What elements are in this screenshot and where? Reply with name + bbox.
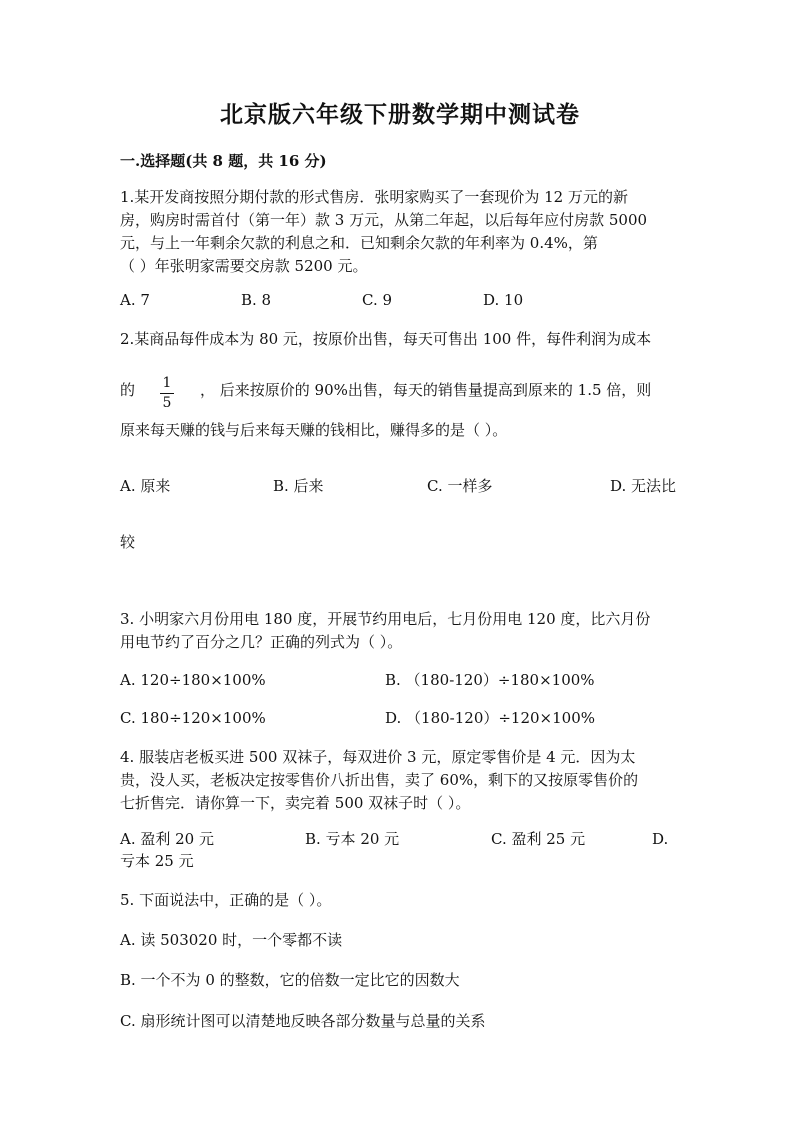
question-4-option-b: B. 亏本 20 元 [305, 830, 400, 848]
question-4-option-a: A. 盈利 20 元 [120, 830, 214, 848]
question-4-line-2: 贵，没人买，老板决定按零售价八折出售，卖了 60%，剩下的又按原零售价的 [120, 771, 639, 789]
question-1-line-2: 房，购房时需首付（第一年）款 3 万元，从第二年起，以后每年应付房款 5000 [120, 211, 648, 229]
fraction-one-fifth [160, 374, 174, 412]
page-title: 北京版六年级下册数学期中测试卷 [220, 101, 580, 128]
question-5-option-c: C. 扇形统计图可以清楚地反映各部分数量与总量的关系 [120, 1012, 486, 1030]
question-5-option-a: A. 读 503020 时，一个零都不读 [120, 931, 343, 949]
fraction-denominator: 5 [162, 395, 172, 411]
question-3-option-d: D. （180-120）÷120×100% [385, 709, 596, 727]
question-4-line-3: 七折售完．请你算一下，卖完着 500 双袜子时（ ）。 [120, 794, 471, 812]
question-4-option-d-overflow: 亏本 25 元 [120, 852, 194, 870]
fraction-numerator: 1 [160, 374, 174, 394]
question-1-option-a: A. 7 [120, 291, 150, 309]
question-3-option-c: C. 180÷120×100% [120, 709, 266, 727]
question-2-option-d-overflow: 较 [120, 533, 136, 551]
question-2-option-c: C. 一样多 [427, 477, 493, 495]
question-2-option-a: A. 原来 [120, 477, 171, 495]
question-5-line-1: 5. 下面说法中，正确的是（ ）。 [120, 891, 332, 909]
question-1-line-4: （ ）年张明家需要交房款 5200 元。 [120, 257, 368, 275]
question-4-line-1: 4. 服装店老板买进 500 双袜子，每双进价 3 元，原定零售价是 4 元．因为太 [120, 748, 636, 766]
question-1-option-b: B. 8 [241, 291, 272, 309]
question-3-line-2: 用电节约了百分之几？正确的列式为（ ）。 [120, 633, 403, 651]
question-1-option-c: C. 9 [362, 291, 393, 309]
question-1-line-3: 元，与上一年剩余欠款的利息之和．已知剩余欠款的年利率为 0.4%，第 [120, 234, 598, 252]
question-2-line-2-post: ， 后来按原价的 90%出售，每天的销售量提高到原来的 1.5 倍，则 [200, 381, 652, 399]
question-3-line-1: 3. 小明家六月份用电 180 度，开展节约用电后，七月份用电 120 度，比六月份 [120, 610, 651, 628]
question-2-option-b: B. 后来 [273, 477, 324, 495]
question-4-option-d: D. [652, 830, 669, 848]
question-5-option-b: B. 一个不为 0 的整数，它的倍数一定比它的因数大 [120, 971, 460, 989]
question-1-line-1: 1.某开发商按照分期付款的形式售房．张明家购买了一套现价为 12 万元的新 [120, 188, 628, 206]
question-3-option-b: B. （180-120）÷180×100% [385, 671, 595, 689]
section-heading: 一.选择题(共 8 题，共 16 分) [120, 152, 327, 170]
question-2-option-d: D. 无法比 [610, 477, 677, 495]
question-3-option-a: A. 120÷180×100% [120, 671, 266, 689]
question-1-option-d: D. 10 [483, 291, 524, 309]
question-2-line-2-pre: 的 [120, 381, 136, 399]
question-2-line-3: 原来每天赚的钱与后来每天赚的钱相比，赚得多的是（ ）。 [120, 421, 508, 439]
question-4-option-c: C. 盈利 25 元 [491, 830, 586, 848]
question-2-line-1: 2.某商品每件成本为 80 元，按原价出售，每天可售出 100 件，每件利润为成本 [120, 330, 652, 348]
